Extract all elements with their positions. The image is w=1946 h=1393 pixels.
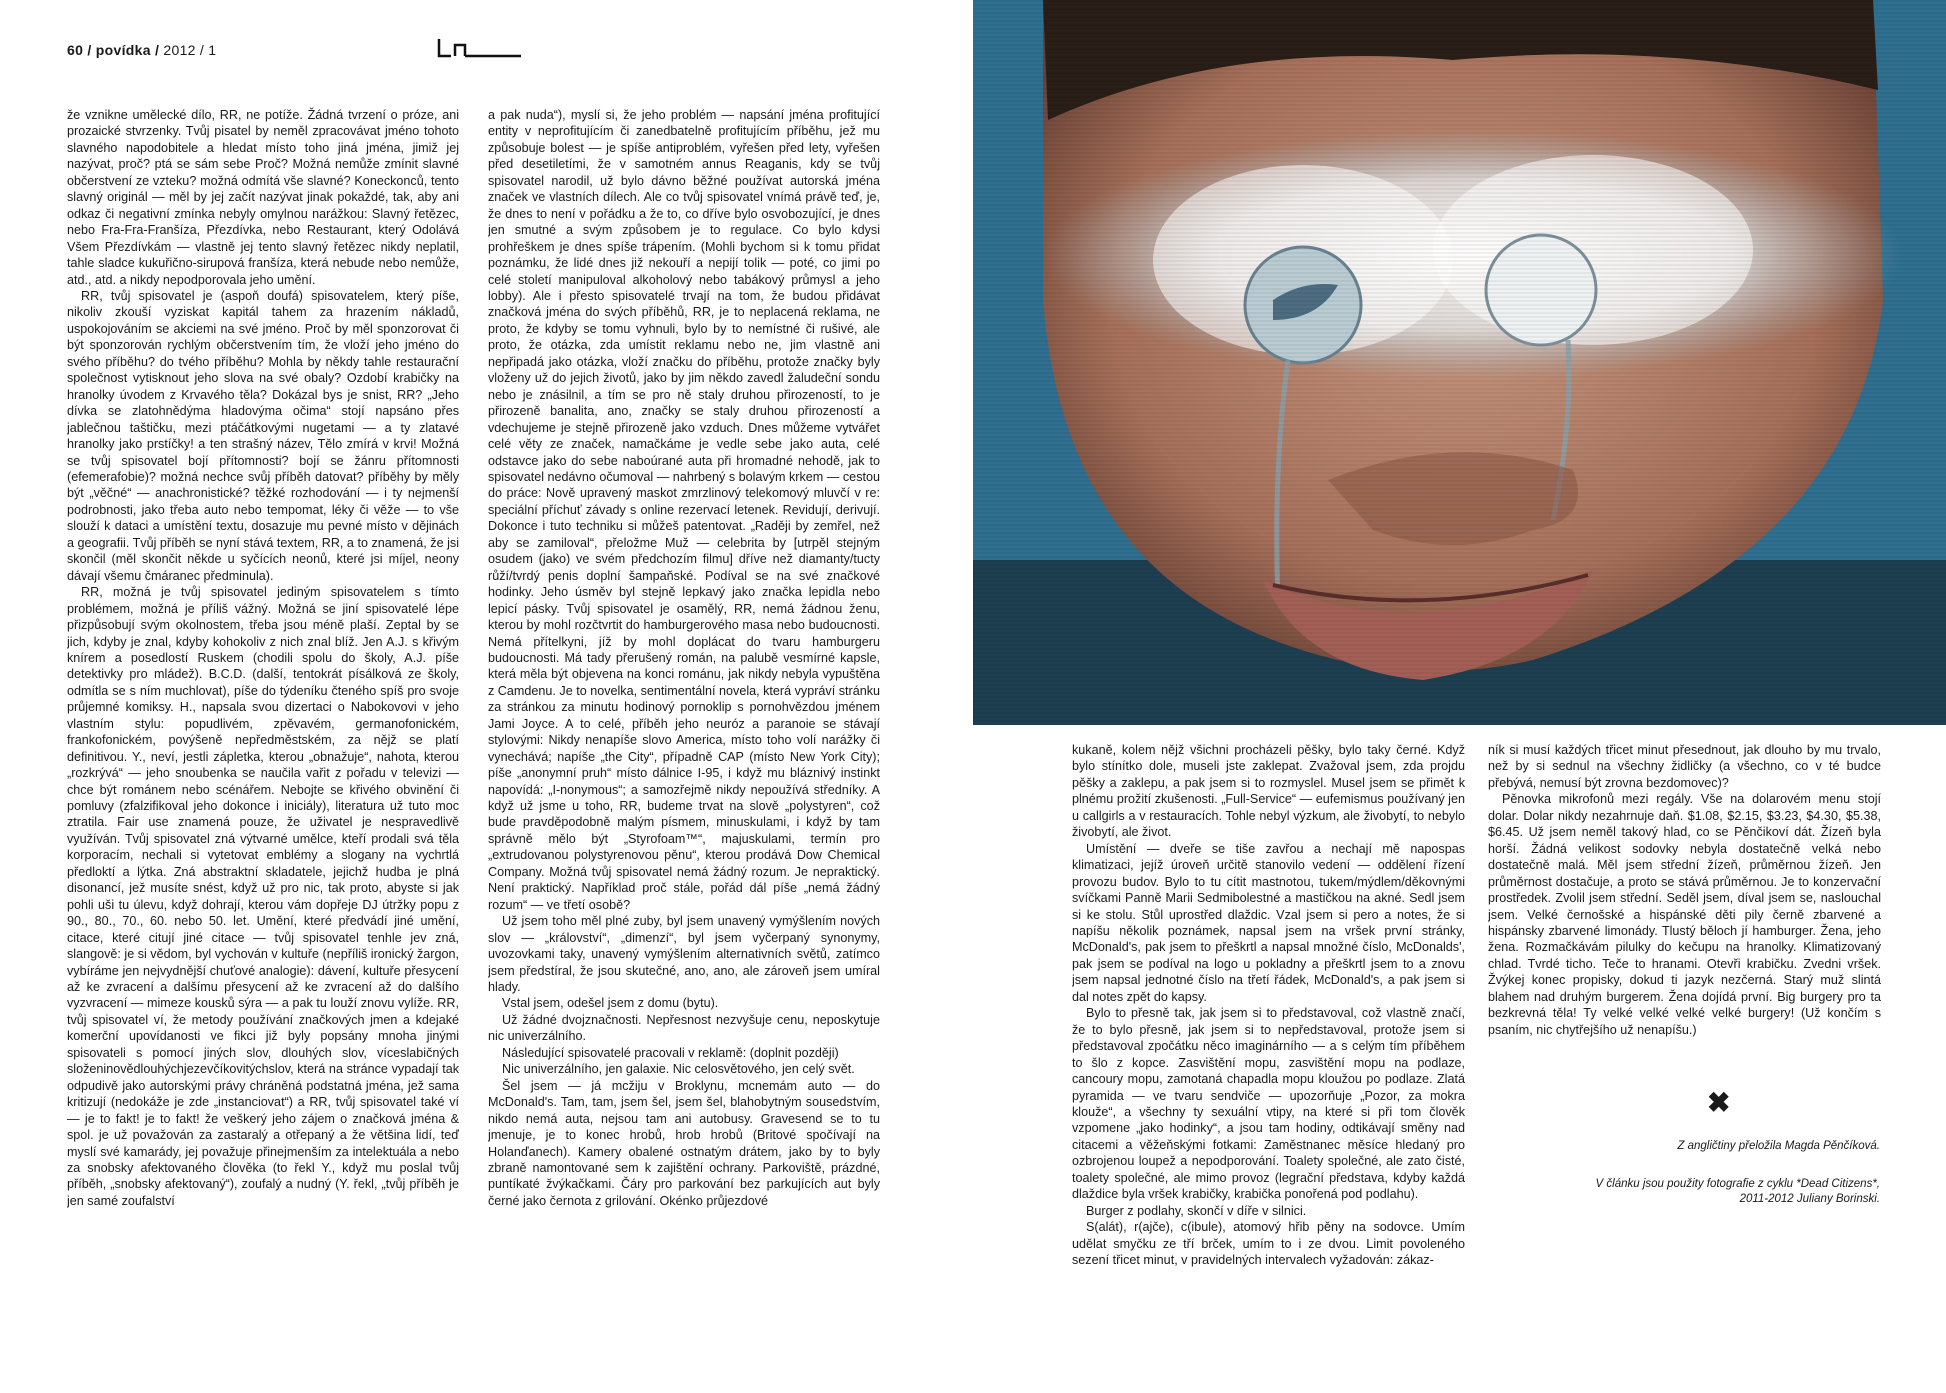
article-column-4 bbox=[1488, 742, 1881, 1082]
section-name: povídka bbox=[95, 42, 151, 58]
paragraph: a pak nuda“), myslí si, že jeho problém — napsání jména profitující entity v neprofitujícím či zanedbatelně profitujícím příběhu, jež mu způsobuje bolest — je spíše antiproblém, vyřešen před lety, vyřešen před desetiletími, že v samotném annus Reaganis, kdy se tvůj spisovatel narodil, už bylo dávno běžné používat autorská jména značek ve vlastních dílech. Ale co tvůj spisovatel vnímá právě teď, je, že dnes to není v pořádku a že to, co dříve bylo osvobozující, je dnes jen smutné a svým způsobem je to regulace. Co bylo kdysi prohřeškem je dnes spíše trápením. (Mohli bychom si k tomu přidat poznámku, že lidé dnes již nekouří a nepijí tolik — poté, co jimi po celé století manipuloval alkoholový nebo tabákový průmysl a jeho lobby). Ale i přesto spisovatelé trvají na tom, že budou přidávat značková jména do svých příběhů, RR, je to neplacená reklama, ne proto, že kdyby se tomu vyhnuli, bylo by to nemístné či rušivé, ale proto, že otázka, zda umístit reklamu nebo ne, jim vlastně ani nepřipadá jako otázka, vloží značku do příběhu, protože značky byly vloženy už do jejich životů, jako by jim někdo zavedl žaludeční sondu nebo je znásilnil, a tím se pro ně staly druhou přirozeností, to je přirozeně banalita, ano, značky se staly druhou přirozeností a vdechujeme je stejně přirozeně jako vzduch. Dnes můžeme vytvářet celé věty ze značek, namačkáme je vedle sebe jako auta, celé odstavce jako do sebe naboúrané auta při hromadné nehodě, jak to spisovatel nedávno očumoval — nahrbený s bolavým krkem — cestou do práce: Nově upravený maskot zmrzlinový telekomový mluvčí v re: speciální příchuť závady s online rezervací letenek. Revidují, derivují. Dokonce i tuto techniku si můžeš patentovat. „Raději by zemřel, než aby se zamiloval“, přeložme Muž — celebrita by [utrpěl stejným osudem (jako) ve svém předchozím filmu] dříve než diamanty/tucty růží/tvrdý penis doplní šampaňské. Podíval se na své značkové hodinky. Jeho úsměv byl stejně lepkavý jako značka lepidla nebo lepicí pásky. Tvůj spisovatel je osamělý, RR, nemá žádnou ženu, kterou by mohl rozčtvrtit do hamburgerového masa nebo budoucnosti. Nemá přítelkyni, jíž by mohl doplácat do tvaru hamburgeru budoucnosti. Má tady přerušený román, na palubě vesmírné kapsle, která měla být objevena na konci románu, jak nikdy nebyla vypuštěna z Camdenu. Je to novelka, sentimentální novela, která vypráví stránku za stránkou za minutu hodinový pornoklip s pornohvězdou jménem Jami Joyce. A to celé, příběh jeho neuróz a paranoie se stávají stylovými: Nikdy nenapíše slovo America, místo toho volí narážky či vynechává; napíše „the City“, případně CAP (místo New York City); píše „anonymní pruh“ místo dálnice I-95, i když mu bláznivý instinkt napovídá: „I-nonymous“; a samozřejmě nikdy nepoužívá středníky. A když už jsme u toho, RR, budeme trvat na slově „polystyren“, což bude pravděpodobně malým písmem, minuskulami, i když by tam správně mělo být „Styrofoam™“, majuskulami, termín pro „extrudovanou polystyrenovou pěnu“, kterou prodává Dow Chemical Company. Možná tvůj spisovatel nemá žádný rozum. Je nepraktický. Není praktický. Například proč stále, pořád dál píše „nemá žádný rozum“ — ve třetí osobě? bbox=[488, 108, 880, 912]
paragraph: Šel jsem — já mcžiju v Broklynu, mcnemám auto — do McDonald's. Tam, tam, jsem šel, jsem šel, blahobytným sousedstvím, nikdo nemá auta, nejsou tam ani autobusy. Gravesend se to tu jmenuje, je to konec hrobů, hrob hrobů (Britové spočívají na Holanďanech). Kamery obalené ostnatým drátem, jako by to byly zbraně namontované sem k zajištění ochrany. Parkoviště, prázdné, puntíkaté žvýkačkami. Čáry pro parkování bez parkujících aut byly černé jako černota z grilování. Okénko průjezdové bbox=[488, 1078, 880, 1208]
paragraph: ník si musí každých třicet minut přesednout, jak dlouho by mu trvalo, než by si sednul na všechny židličky (a všechno, co v té budce přebývá, nemusí být zrovna bezdomovec)? bbox=[1488, 743, 1881, 790]
translation-credit: Z angličtiny přeložila Magda Pěnčíková. bbox=[1677, 1140, 1880, 1152]
article-column-1 bbox=[67, 107, 459, 1329]
paragraph: RR, tvůj spisovatel je (aspoň doufá) spisovatelem, který píše, nikoliv zkouší vyziskat kapitál tahem za hrazením nákladů, uspokojováním se akciemi na své jméno. Proč by měl sponzorovat či být sponzorován rychlým občerstvením tím, že vloží jeho jméno do svého příběhu? do tvého příběhu? Mohla by někdy tahle restaurační společnost vytisknout jeho slova na své obaly? Ozdobí krabičky na hranolky úvodem z Krvavého těla? Dokázal bys je snist, RR? „Jeho dívka se zlatohnědýma hladovýma očima“ stojí napsáno přes jablečnou taštičku, mezi ptáčátkovými nugetami — a ty zlatavé hranolky jako prstíčky! a ten strašný název, Tělo zmírá v krvi! Možná se tvůj spisovatel bojí přítomnosti? bojí se žánru přítomnosti (efemerafobie)? možná nechce svůj příběh datovat? příběhy by měly být „věčné“ — anachronistické? těžké rozhodování — i ty nejmenší podrobnosti, jako třeba auto nebo tempomat, léky či věže — to vše slouží k dataci a umístění textu, dosazuje mu pevné místo v dějinách a geografii. Tvůj příběh se nyní stává textem, RR, a to znamená, že jsi skončil (měl skončit někde u syčících neonů, které jsi míjel, neony dávají všemu čmáranec předminula). bbox=[67, 288, 459, 583]
paragraph: Následující spisovatelé pracovali v reklamě: (doplnit později) bbox=[502, 1045, 839, 1060]
end-mark-icon: ✖ bbox=[1707, 1087, 1731, 1118]
paragraph: Umístění — dveře se tiše zavřou a nechají mě napospas klimatizaci, jejíž úroveň určitě stanovilo vedení — oddělení řízení provozu budov. Bylo to tu cítit mastnotou, tukem/mýdlem/děkovnými svíčkami Panně Marii Sedmibolestné a mastičkou na akné. Sedl jsem si ke stolu. Stůl uprostřed dlaždic. Vzal jsem si pero a notes, že si napíšu několik poznámek, napsal jsem na vršek první stránky, McDonald's, pak jsem to přeškrtl a napsal množné číslo, McDonalds', pak jsem se podíval na logo u pokladny a přeškrtl jsem to a znovu jsem napsal jednotné číslo na třetí řádek, McDonald's, a pak jsem si dal notes zpět do kapsy. bbox=[1072, 841, 1465, 1004]
paragraph: že vznikne umělecké dílo, RR, ne potíže. Žádná tvrzení o próze, ani prozaické stvrzenky. Tvůj pisatel by neměl zpracovávat jméno tohoto slavného napodobitele a hledat místo toho jiná jména, jimiž jej nazývat, proč? ptá se sám sebe Proč? Možná nemůže zmínit slavné občerstvení ze vzteku? možná odmítá vše slavné? Koneckonců, tento slavný originál — měl by jej začít nazývat jinak pokaždé, tak, aby ani odkaz či negativní zmínka nebyly omylnou narážkou: Slavný řetězec, nebo Fra-Fra-Franšíza, Přezdívka, nebo Restaurant, který Odolává Všem Přezdívkám — vlastně jej tento slavný řetězec nikdy neplatil, tahle sladce kukuřično-sirupová franšíza, která nebude nebo nemůže, atd., atd. a nikdy nepodporovala jeho umění. bbox=[67, 108, 459, 287]
photo-credit-line: 2011-2012 Juliany Borinski. bbox=[1739, 1193, 1880, 1205]
article-column-3 bbox=[1072, 742, 1465, 1322]
photo-credit-line: V článku jsou použity fotografie z cyklu *Dead Citizens*, bbox=[1595, 1178, 1880, 1190]
article-column-2 bbox=[488, 107, 880, 1329]
paragraph: Nic univerzálního, jen galaxie. Nic celosvětového, jen celý svět. bbox=[502, 1062, 855, 1077]
paragraph: Pěnovka mikrofonů mezi regály. Vše na dolarovém menu stojí dolar. Dolar nikdy nezahrnuje daň. $1.08, $2.15, $3.23, $4.30, $5.38, $6.45. Už jsem neměl takový hlad, co se Pěnčikoví dát. Žízeň byla horší. Žádná velikost sodovky nebyla dostatečně velká nebo dostatečně malá. Měl jsem střední žízeň, průměrnou žízeň. Jen průměrnost dostačuje, a proto se stává průměrnou. Je to konzervační prostředek. Zvolil jsem střední. Seděl jsem, díval jsem se, naslouchal jsem. Velké černošské a hispánské děti pily černě zbarvené a hispánsky zbarvené limonády. Tlustý běloch jí hamburger. Žena, jeho žena. Rozmačkávám pilulky do kečupu na hranolky. Klimatizovaný chlad. Tvrdé ticho. Teče to hranami. Otevři krabičku. Zvedni vršek. Žvýkej konec propisky, dokud ti jazyk nezčerná. Starý muž slintá blahem nad druhým burgerem. Žena dojídá první. Big burgery pro ta bezkrevná těla! Ty velké velké velké velké burgery! (Už končím s psaním, nic chytřejšího už nenapíšu.) bbox=[1488, 792, 1881, 1037]
paragraph: kukaně, kolem nějž všichni procházeli pěšky, bylo taky černé. Když bylo stínítko dole, museli jste zaklepat. Zvažoval jsem, zda projdu pěšky a zaklepu, a pak jsem si to rozmyslel. Musel jsem se přimět k plnému prožití zkušenosti. „Full-Service“ — eufemismus používaný jen u callgirls a v restauracích. Tohle nebyl výzkum, ale živobytí, to nebylo živobytí, ale život. bbox=[1072, 743, 1465, 840]
portrait-photo bbox=[973, 0, 1946, 725]
paragraph: Už jsem toho měl plné zuby, byl jsem unavený vymýšlením nových slov — „království“, „dimenzí“, byl jsem vyčerpaný synonymy, uvozovkami taky, unavený vymýšlením alternativních světů, zatímco jsem předstíral, že jsou skutečné, ano, ano, ale zároveň jsem umíral hlady. bbox=[488, 914, 880, 995]
page-number: 60 bbox=[67, 42, 84, 58]
paragraph: Vstal jsem, odešel jsem z domu (bytu). bbox=[502, 996, 719, 1011]
paragraph: Už žádné dvojznačnosti. Nepřesnost nezvyšuje cenu, neposkytuje nic univerzálního. bbox=[488, 1012, 880, 1044]
issue-number: 2012 / 1 bbox=[163, 42, 217, 58]
paragraph: Burger z podlahy, skončí v díře v silnici. bbox=[1086, 1203, 1307, 1218]
paragraph: S(alát), r(ajče), c(ibule), atomový hřib pěny na sodovce. Umím udělat smyčku ze tří brček, umím to i ze dvou. Limit povoleného sezení třicet minut, v pravidelných intervalech vyžadován: zákaz- bbox=[1072, 1220, 1465, 1268]
portrait-illustration bbox=[973, 0, 1946, 725]
page-header: 60 / povídka / 2012 / 1 bbox=[67, 42, 217, 58]
magazine-logo-icon bbox=[437, 36, 523, 58]
photo-credit bbox=[1440, 1177, 1880, 1207]
paragraph: RR, možná je tvůj spisovatel jediným spisovatelem s tímto problémem, možná je příliš vážný. Možná se jiní spisovatelé lépe přizpůsobují svým okolnostem, třeba jsou méně plaší. Zeptal by se jich, kdyby je znal, kdyby kohokoliv z nich znal blíž. Jen A.J. s křivým knírem a posedlostí Ruskem (chodili spolu do školy, A.J. píše detektivky pro mládež). B.C.D. (další, tentokrát písálková ze školy, odmítla se s ním muchlovat), píše do týdeníku čteného spíš pro svoje průjemné komiksy. H., napsala svou dizertaci o Nabokovovi v jeho vlastním stylu: popudlivém, zpěvavém, germanofonickém, frankofonickém, povýšeně nepředměstském, za nějž se platí definitivou. Y., neví, jestli zápletka, kterou „obnažuje“, nahota, kterou „rozkrývá“ — jeho snoubenka se naučila vařit z pořadu v televizi — chce být románem nebo scénářem. Nebojte se křivého obvinění či pomluvy (zfalzifikoval jeho dokonce i iniciály), literatura už tuto moc ztratila. Fair use znamená pouze, že uživatel je nespravedlivě využíván. Tvůj spisovatel zná výtvarné umělce, kteří prodali svá těla korporacím, nechali si vytetovat emblémy a slogany na vychrtlá předloktí a lýtka. Zná abstraktní skladatele, jejichž hudba je plná disonancí, jež musíte snést, když už pro nic, tak proto, abyste si jak pohli uši tu úlevu, když dohrají, kterou vám dopřeje DJ útržky popu z 90., 80., 70., 60. nebo 50. let. Umění, které předvádí jiné umění, citace, které citují jiné citace — tvůj spisovatel tenhle jev zná, slangově: je si vědom, byl vychován v kultuře (nepříliš ironický žargon, vybíráme jen nejvydnější chuťové analogie): dávení, kultuře přesycení až ke zvracení a dalšímu přesycení až ke zvracení až do dalšího vyzvracení — mimeze kousků sýra — a pak tu louží znovu vylíže. RR, tvůj spisovatel ví, že metody používání značkových jmen a kdejaké komerční upovídanosti ve fikci již byly popsány mnoha jinými spisovateli s pomocí jiných slov, dlouhých slov, víceslabičných složeninovědlouhýchjezevčíkovitýchslov, která na stránce vypadají tak odpudivě jako autorskými právy chráněná podstatná jména, jež sama kritizují (nedokáže je zde „instanciovat“) a RR, tvůj spisovatel také ví — je to fakt! je to fakt! že veškerý jeho zájem o značková jména & spol. je už považován za zastaralý a otřepaný a že většina lidí, teď myslí své kamarády, jej považuje přinejmenším za intelektuála a nebo za snobsky afektovaného člověka (to řekl Y., když mu poslal tvůj příběh, „snobsky afektovaný“), zoufalý a nudný (Y. řekl, „tvůj příběh je jen samé zoufalství bbox=[67, 585, 459, 1208]
paragraph: Bylo to přesně tak, jak jsem si to představoval, což vlastně značí, že to bylo přesně, jak jsem si to nepředstavoval, protože jsem si představoval zpočátku něco imaginárního — a s celým tím příběhem to šlo z kopce. Zasvištění mopu, zasvištění mopu na podlaze, cancoury mopu, zamotaná chapadla mopu kloužou po podlaze. Zlatá pyramida — ve tvaru sendviče — upozorňuje „Pozor, za mokra klouže“, a všechny ty sexuální vtipy, na které si při tom člověk vzpomene „jako hodinky“, a jsou tam hodiny, odtikávají směny nad citacemi a věžeňskými fotkami: Zaměstnanec měsíce hledaný pro ozbrojenou loupež a nepodporování. Toalety společné, ale zato čisté, toalety společné, ale mimo provoz (legrační představa, kdyby každá dlaždice byla vršek krabičky, krabička ponořená pod podlahu). bbox=[1072, 1006, 1465, 1202]
